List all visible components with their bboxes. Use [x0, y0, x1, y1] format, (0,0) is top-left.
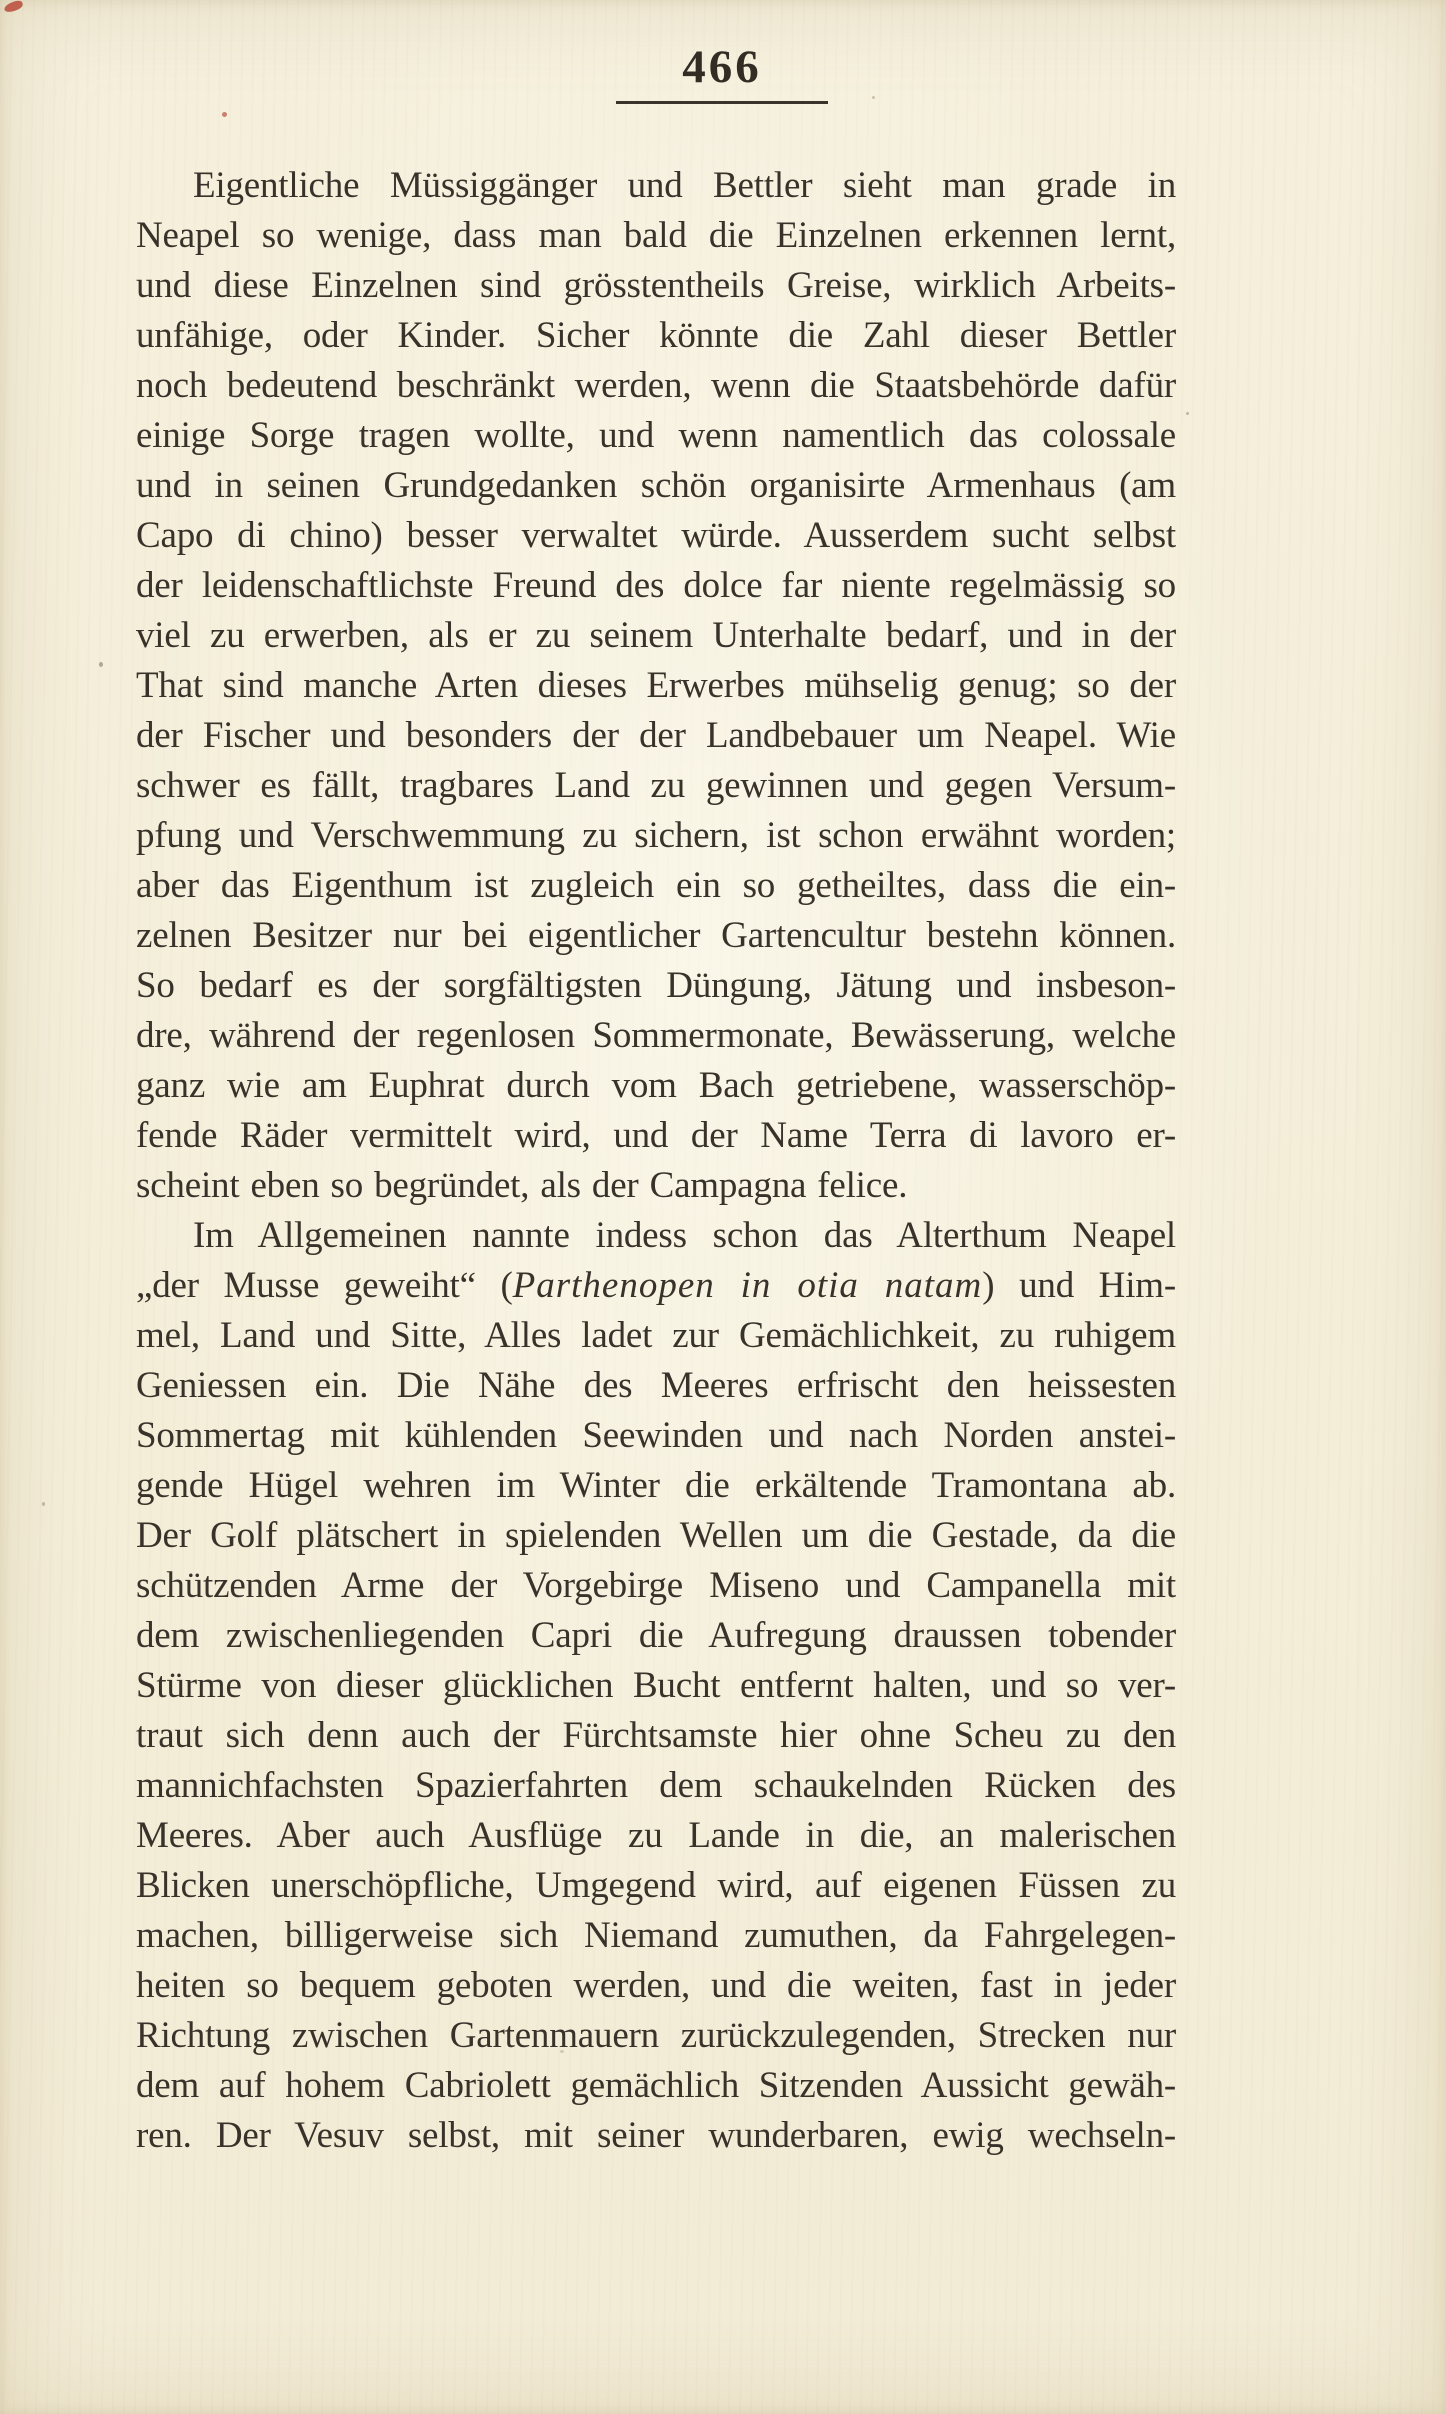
text-line: der Fischer und besonders der der Landbebauer um Neapel. Wie — [136, 715, 1176, 756]
text-line: schwer es fällt, tragbares Land zu gewinnen und gegen Versum- — [136, 765, 1176, 806]
text-line: pfung und Verschwemmung zu sichern, ist schon erwähnt worden; — [136, 815, 1176, 856]
paper-speck — [1186, 412, 1189, 415]
text-block — [136, 161, 1176, 2161]
text-line: ren. Der Vesuv selbst, mit seiner wunderbaren, ewig wechseln- — [136, 2115, 1176, 2156]
text-line: mel, Land und Sitte, Alles ladet zur Gemächlichkeit, zu ruhigem — [136, 1315, 1176, 1356]
text-line: und in seinen Grundgedanken schön organisirte Armenhaus (am — [136, 465, 1176, 506]
text-line: heiten so bequem geboten werden, und die weiten, fast in jeder — [136, 1965, 1176, 2006]
text-line: dem auf hohem Cabriolett gemächlich Sitzenden Aussicht gewäh- — [136, 2065, 1176, 2106]
text-line: traut sich denn auch der Fürchtsamste hier ohne Scheu zu den — [136, 1715, 1176, 1756]
text-line: Im Allgemeinen nannte indess schon das Alterthum Neapel — [193, 1215, 1176, 1256]
text-line: Sommertag mit kühlenden Seewinden und nach Norden anstei- — [136, 1415, 1176, 1456]
paper-speck — [99, 662, 103, 667]
text-line: Richtung zwischen Gartenmauern zurückzulegenden, Strecken nur — [136, 2015, 1176, 2056]
text-line: unfähige, oder Kinder. Sicher könnte die Zahl dieser Bettler — [136, 315, 1176, 356]
text-line: dem zwischenliegenden Capri die Aufregung draussen tobender — [136, 1615, 1176, 1656]
text-line: Neapel so wenige, dass man bald die Einzelnen erkennen lernt, — [136, 215, 1176, 256]
text-line: der leidenschaftlichste Freund des dolce far niente regelmässig so — [136, 565, 1176, 606]
paper-speck — [222, 112, 227, 117]
text-line: gende Hügel wehren im Winter die erkältende Tramontana ab. — [136, 1465, 1176, 1506]
text-line: So bedarf es der sorgfältigsten Düngung, Jätung und insbeson- — [136, 965, 1176, 1006]
text-line: fende Räder vermittelt wird, und der Name Terra di lavoro er- — [136, 1115, 1176, 1156]
text-segment: ) und Him- — [982, 1265, 1176, 1306]
text-line: Blicken unerschöpfliche, Umgegend wird, auf eigenen Füssen zu — [136, 1865, 1176, 1906]
text-line: schützenden Arme der Vorgebirge Miseno und Campanella mit — [136, 1565, 1176, 1606]
text-line: einige Sorge tragen wollte, und wenn namentlich das colossale — [136, 415, 1176, 456]
text-line: Geniessen ein. Die Nähe des Meeres erfrischt den heissesten — [136, 1365, 1176, 1406]
text-segment: „der Musse geweiht“ ( — [136, 1265, 513, 1306]
text-line: noch bedeutend beschränkt werden, wenn die Staatsbehörde dafür — [136, 365, 1176, 406]
text-line: zelnen Besitzer nur bei eigentlicher Gartencultur bestehn können. — [136, 915, 1176, 956]
paper-speck — [42, 1502, 45, 1506]
text-line: viel zu erwerben, als er zu seinem Unterhalte bedarf, und in der — [136, 615, 1176, 656]
text-line: That sind manche Arten dieses Erwerbes mühselig genug; so der — [136, 665, 1176, 706]
paper-speck — [872, 96, 875, 99]
text-line: Capo di chino) besser verwaltet würde. Ausserdem sucht selbst — [136, 515, 1176, 556]
page-number: 466 — [682, 41, 762, 93]
text-line: Der Golf plätschert in spielenden Wellen um die Gestade, da die — [136, 1515, 1176, 1556]
text-line: und diese Einzelnen sind grösstentheils Greise, wirklich Arbeits- — [136, 265, 1176, 306]
italic-latin-phrase: Parthenopen in otia natam — [512, 1265, 983, 1306]
page-number-rule — [616, 41, 828, 104]
text-line: Stürme von dieser glücklichen Bucht entfernt halten, und so ver- — [136, 1665, 1176, 1706]
text-line: ganz wie am Euphrat durch vom Bach getriebene, wasserschöp- — [136, 1065, 1176, 1106]
text-line — [136, 1261, 1176, 1311]
paragraph — [136, 1211, 1176, 2161]
text-line: dre, während der regenlosen Sommermonate, Bewässerung, welche — [136, 1015, 1176, 1056]
text-line: Meeres. Aber auch Ausflüge zu Lande in die, an malerischen — [136, 1815, 1176, 1856]
text-line: aber das Eigenthum ist zugleich ein so getheiltes, dass die ein- — [136, 865, 1176, 906]
red-ink-speck — [3, 0, 24, 14]
text-line: mannichfachsten Spazierfahrten dem schaukelnden Rücken des — [136, 1765, 1176, 1806]
text-line: scheint eben so begründet, als der Campagna felice. — [136, 1165, 908, 1206]
paragraph — [136, 161, 1176, 1211]
text-line: Eigentliche Müssiggänger und Bettler sieht man grade in — [193, 165, 1176, 206]
text-line: machen, billigerweise sich Niemand zumuthen, da Fahrgelegen- — [136, 1915, 1176, 1956]
